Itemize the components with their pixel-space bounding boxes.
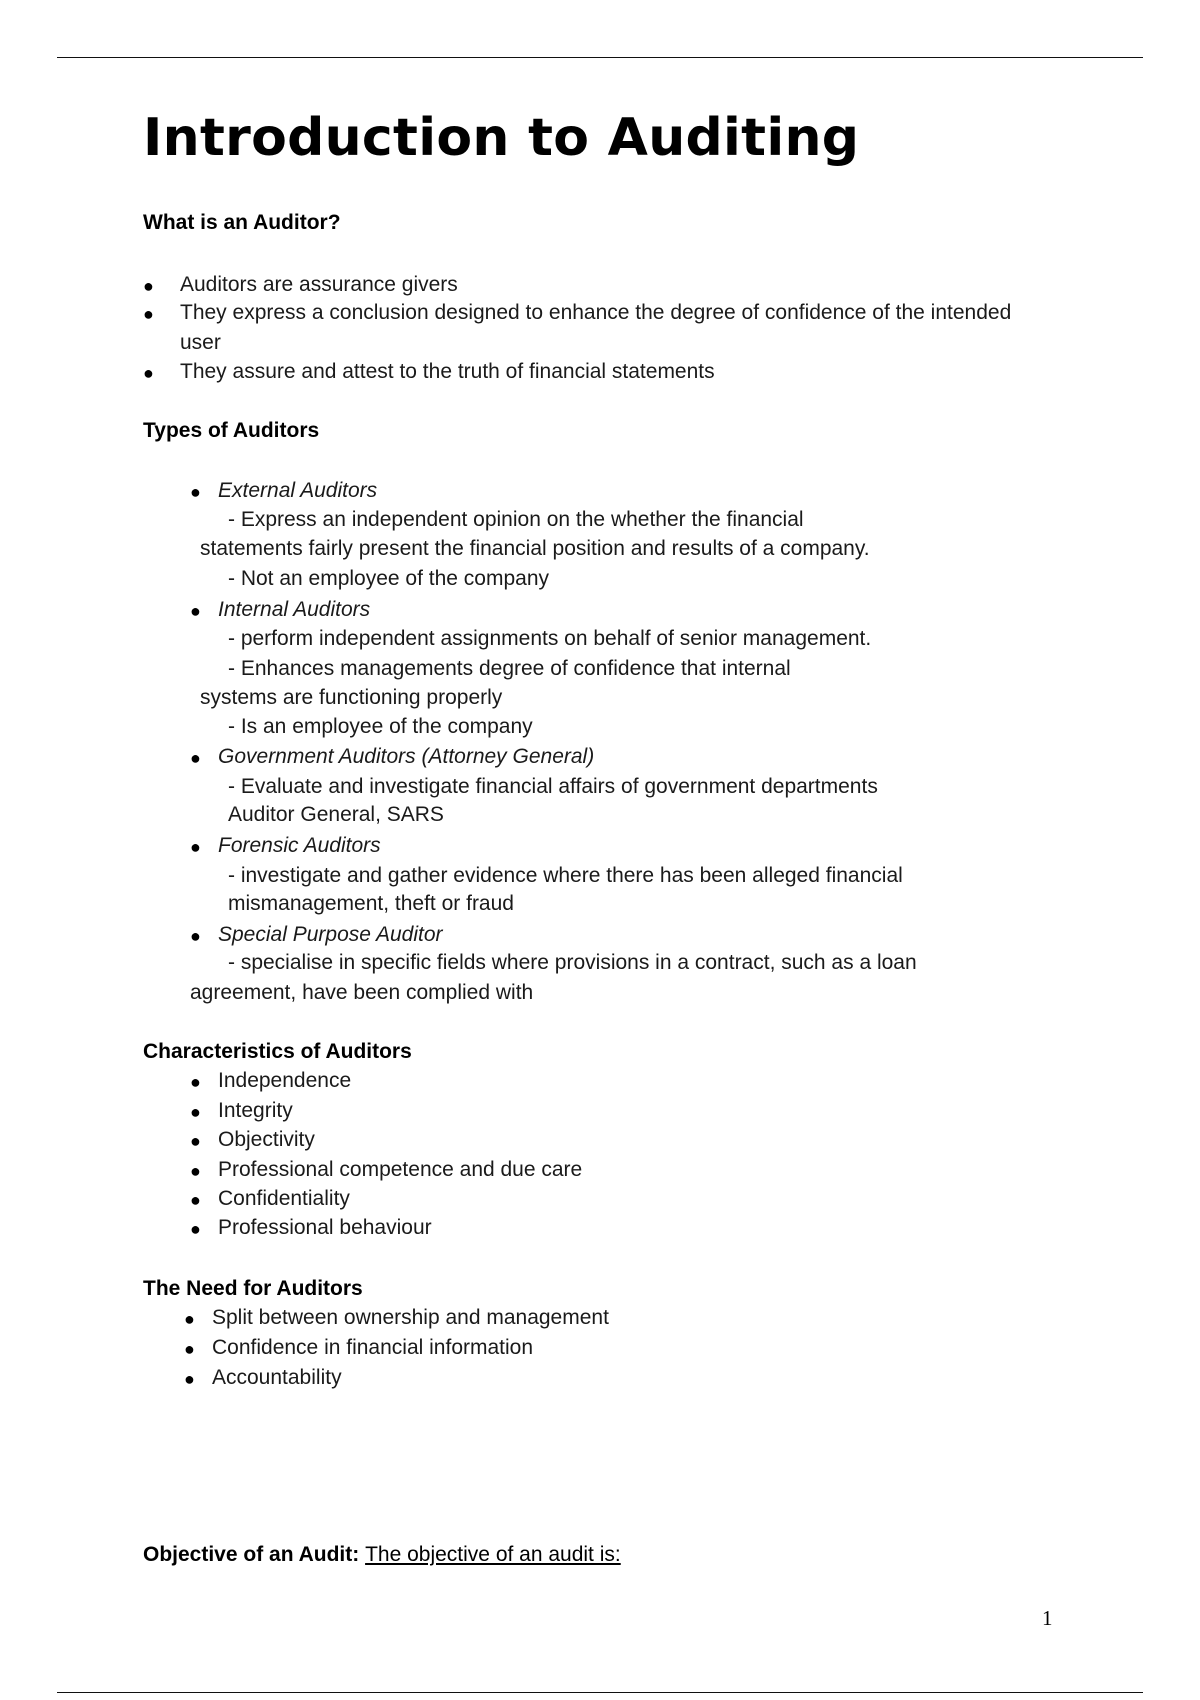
document-title: Introduction to Auditing [143,108,860,168]
auditor-type-description: - specialise in specific fields where provisions in a contract, such as a loan [228,951,917,974]
bullet-icon: ● [190,1072,201,1092]
auditor-type-description: - Evaluate and investigate financial affairs of government departments [228,775,878,798]
auditor-type-forensic: Forensic Auditors [218,834,381,857]
list-item: Confidentiality [218,1187,350,1210]
auditor-type-description: Auditor General, SARS [228,803,444,826]
bullet-icon: ● [190,1190,201,1210]
bullet-icon: ● [190,1102,201,1122]
bullet-icon: ● [190,1161,201,1181]
list-item: Confidence in financial information [212,1336,534,1359]
auditor-type-description: - Is an employee of the company [228,715,533,738]
auditor-type-description: mismanagement, theft or fraud [228,892,514,915]
auditor-type-description: statements fairly present the financial position and results of a company. [200,537,870,560]
list-item-continuation: user [180,331,221,354]
bullet-icon: ● [184,1339,195,1359]
list-item: Professional competence and due care [218,1158,583,1181]
objective-text: The objective of an audit is: [365,1543,621,1566]
list-item: Objectivity [218,1128,315,1151]
bullet-icon: ● [190,837,201,857]
bullet-icon: ● [190,1219,201,1239]
auditor-type-internal: Internal Auditors [218,598,371,621]
auditor-type-description: - Enhances managements degree of confidence that internal [228,657,791,680]
list-item: Auditors are assurance givers [180,273,458,296]
bullet-icon: ● [143,363,154,383]
auditor-type-external: External Auditors [218,479,378,502]
bullet-icon: ● [190,482,201,502]
auditor-type-description: - Not an employee of the company [228,567,550,590]
objective-line [143,1543,621,1567]
bullet-icon: ● [184,1309,195,1329]
list-item: Professional behaviour [218,1216,432,1239]
bullet-icon: ● [143,276,154,296]
bullet-icon: ● [190,1131,201,1151]
bullet-icon: ● [190,748,201,768]
bullet-icon: ● [184,1369,195,1389]
auditor-type-description: - perform independent assignments on behalf of senior management. [228,627,872,650]
auditor-type-special-purpose: Special Purpose Auditor [218,923,443,946]
auditor-type-description: agreement, have been complied with [190,981,534,1004]
auditor-type-description: - investigate and gather evidence where there has been alleged financial [228,864,903,887]
section-heading-need-for-auditors: The Need for Auditors [143,1277,363,1300]
section-heading-types-of-auditors: Types of Auditors [143,419,320,442]
section-heading-characteristics: Characteristics of Auditors [143,1040,412,1063]
bullet-icon: ● [190,601,201,621]
footer-rule [57,1692,1143,1693]
list-item: Integrity [218,1099,293,1122]
bullet-icon: ● [190,926,201,946]
bullet-icon: ● [143,304,154,324]
list-item: They assure and attest to the truth of financial statements [180,360,715,383]
list-item: Independence [218,1069,352,1092]
section-heading-what-is-auditor: What is an Auditor? [143,211,341,234]
auditor-type-description: systems are functioning properly [200,686,503,709]
section-heading-objective: Objective of an Audit: [143,1543,360,1566]
list-item: Split between ownership and management [212,1306,609,1329]
auditor-type-description: - Express an independent opinion on the whether the financial [228,508,804,531]
list-item: They express a conclusion designed to enhance the degree of confidence of the intended [180,301,1012,324]
list-item: Accountability [212,1366,342,1389]
auditor-type-government: Government Auditors (Attorney General) [218,745,595,768]
page-number: 1 [1042,1606,1053,1630]
